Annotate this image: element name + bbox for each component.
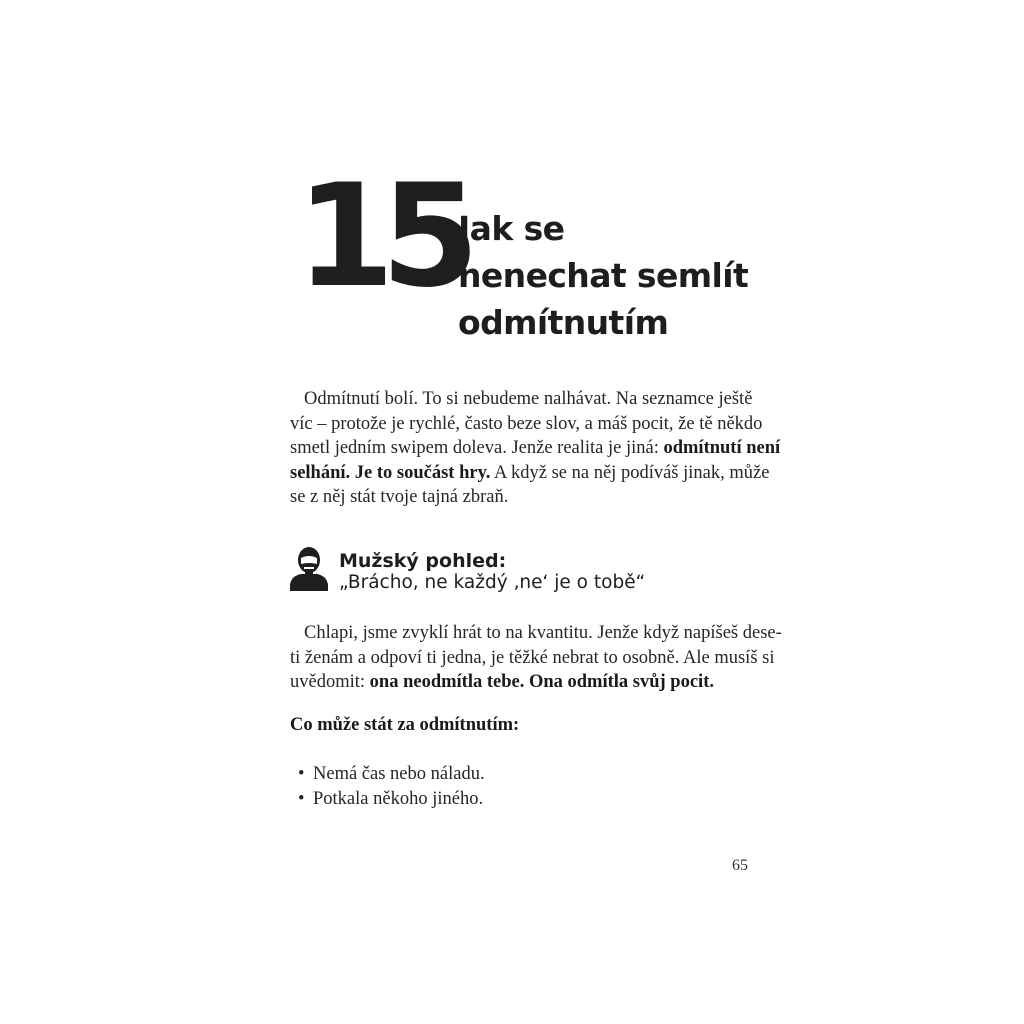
paragraph-line [290,670,748,695]
chapter-title-line: Jak se [458,209,565,248]
chapter-title [458,205,778,346]
box-title: Mužský pohled: [339,550,507,572]
paragraph-line: Odmítnutí bolí. To si nebudeme nalhávat. Na seznamce ještě [304,389,753,409]
body-paragraph [290,621,782,695]
text-run: A když se na něj podíváš jinak, může [494,462,770,483]
chapter-title-line: odmítnutím [458,303,669,342]
list-item [298,787,485,812]
text-run: smetl jedním swipem doleva. Jenže realita je jiná: [290,438,659,458]
chapter-title-line: nenechat semlít [458,256,749,295]
man-silhouette-icon [289,543,329,591]
bold-text: odmítnutí není [663,438,781,458]
chapter-number: 15 [296,154,466,319]
paragraph-line: Chlapi, jsme zvyklí hrát to na kvantitu. Jenže když napíšeš dese- [304,623,782,643]
list-item-text: Nemá čas nebo náladu. [313,764,485,784]
intro-paragraph [290,387,781,510]
paragraph-line [290,461,770,486]
box-quote: „Brácho, ne každý ‚ne‘ je o tobě“ [339,572,646,593]
page-number: 65 [732,857,748,874]
bullet-marker: • [298,788,305,809]
paragraph-line [290,436,781,461]
paragraph-line: víc – protože je rychlé, často beze slov, a máš pocit, že tě někdo [290,413,763,434]
bold-text: selhání. Je to součást hry. [290,462,491,483]
section-subheading: Co může stát za odmítnutím: [290,715,520,735]
bullet-list [298,762,485,811]
paragraph-line: ti ženám a odpoví ti jedna, je těžké nebrat to osobně. Ale musíš si [290,647,775,668]
bold-text: ona neodmítla tebe. Ona odmítla svůj pocit. [369,672,714,692]
list-item [298,762,485,787]
text-run: uvědomit: [290,672,366,692]
paragraph-line: se z něj stát tvoje tajná zbraň. [290,487,509,507]
list-item-text: Potkala někoho jiného. [313,788,484,809]
bullet-marker: • [298,764,305,784]
